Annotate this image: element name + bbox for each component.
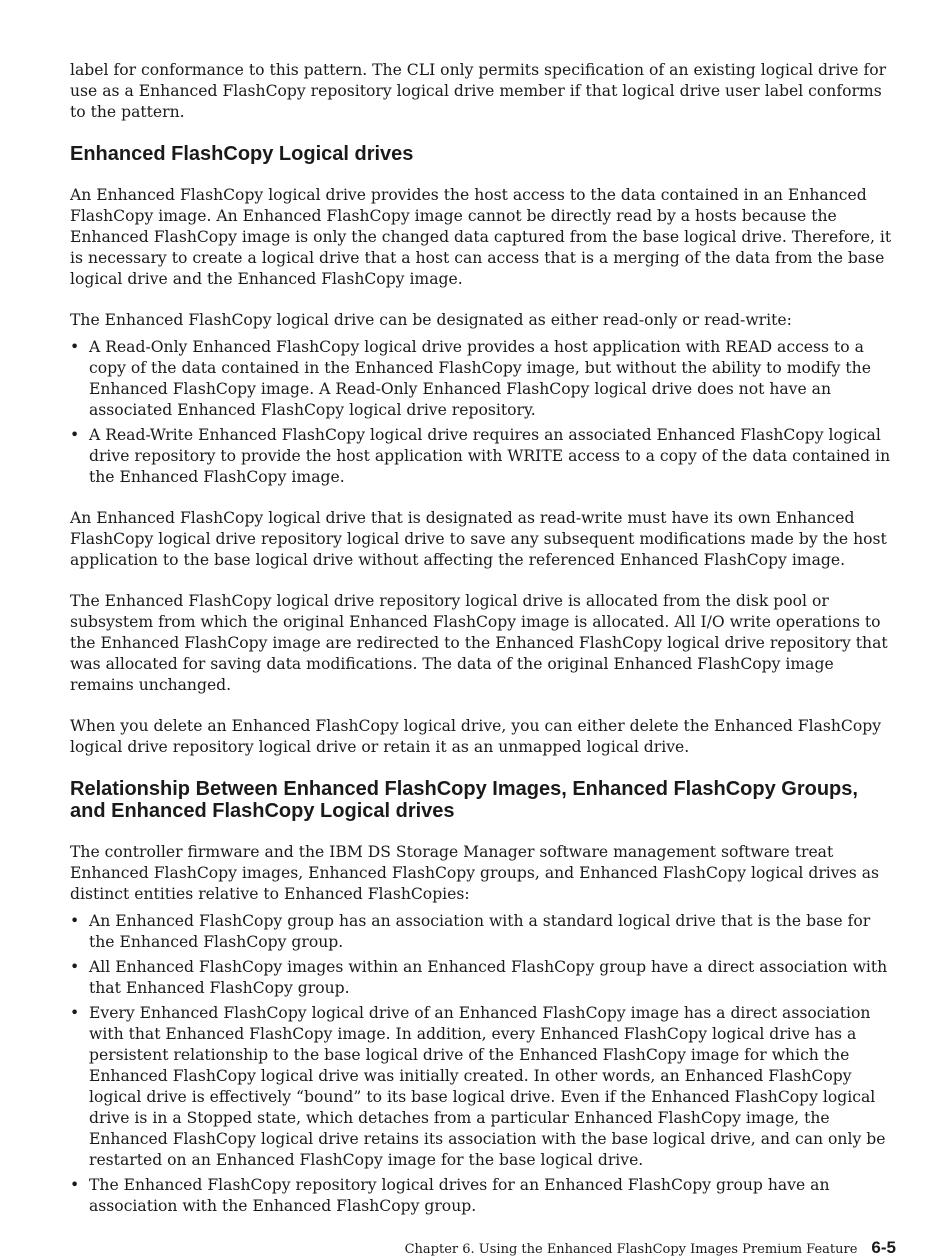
footer-chapter-title: Chapter 6. Using the Enhanced FlashCopy Images Premium Feature (404, 1242, 858, 1257)
page-number: 6-5 (871, 1238, 896, 1257)
list-item: • An Enhanced FlashCopy group has an association with a standard logical drive that is the base for the Enhanced FlashCopy group. (70, 911, 896, 953)
paragraph: The Enhanced FlashCopy logical drive repository logical drive is allocated from the disk pool or subsystem from which the original Enhanced FlashCopy image is allocated. All I/O write operations to the Enhanced FlashCopy image are redirected to the Enhanced FlashCopy logical drive repository that was allocated for saving data modifications. The data of the original Enhanced FlashCopy image remains unchanged. (70, 592, 888, 694)
list-item: • Every Enhanced FlashCopy logical drive of an Enhanced FlashCopy image has a direct association with that Enhanced FlashCopy image. In addition, every Enhanced FlashCopy logical drive has a persistent relationship to the base logical drive of the Enhanced FlashCopy image for which the Enhanced FlashCopy logical drive was initially created. In other words, an Enhanced FlashCopy logical drive is effectively “bound” to its base logical drive. Even if the Enhanced FlashCopy logical drive is in a Stopped state, which detaches from a particular Enhanced FlashCopy image, the Enhanced FlashCopy logical drive retains its association with the base logical drive, and can only be restarted on an Enhanced FlashCopy image for the base logical drive. (70, 1003, 896, 1171)
page-footer (405, 1238, 896, 1258)
list-item: • A Read-Write Enhanced FlashCopy logical drive requires an associated Enhanced FlashCopy logical drive repository to provide the host application with WRITE access to a copy of the data contained in the Enhanced FlashCopy image. (70, 425, 896, 488)
document-page (70, 60, 896, 1237)
paragraph: The controller firmware and the IBM DS Storage Manager software management software treat Enhanced FlashCopy images, Enhanced FlashCopy groups, and Enhanced FlashCopy logical drives as distinct entities relative to Enhanced FlashCopies: (70, 843, 880, 903)
section-heading-relationship: Relationship Between Enhanced FlashCopy Images, Enhanced FlashCopy Groups, and Enhanced FlashCopy Logical drives (70, 778, 858, 822)
paragraph: An Enhanced FlashCopy logical drive that is designated as read-write must have its own Enhanced FlashCopy logical drive repository logical drive to save any subsequent modifications made by the host application to the base logical drive without affecting the referenced Enhanced FlashCopy image. (70, 509, 887, 569)
bullet-list (70, 911, 896, 1217)
paragraph: When you delete an Enhanced FlashCopy logical drive, you can either delete the Enhanced FlashCopy logical drive repository logical drive or retain it as an unmapped logical drive. (70, 717, 882, 756)
intro-paragraph: label for conformance to this pattern. The CLI only permits specification of an existing logical drive for use as a Enhanced FlashCopy repository logical drive member if that logical drive user label conforms to the pattern. (70, 61, 887, 121)
list-item: • The Enhanced FlashCopy repository logical drives for an Enhanced FlashCopy group have an association with the Enhanced FlashCopy group. (70, 1175, 896, 1217)
paragraph: The Enhanced FlashCopy logical drive can be designated as either read-only or read-write: (70, 311, 792, 329)
list-item: • All Enhanced FlashCopy images within an Enhanced FlashCopy group have a direct association with that Enhanced FlashCopy group. (70, 957, 896, 999)
section-heading-logical-drives: Enhanced FlashCopy Logical drives (70, 143, 414, 165)
list-item: • A Read-Only Enhanced FlashCopy logical drive provides a host application with READ access to a copy of the data contained in the Enhanced FlashCopy image, but without the ability to modify the Enhanced FlashCopy image. A Read-Only Enhanced FlashCopy logical drive does not have an associated Enhanced FlashCopy logical drive repository. (70, 337, 896, 421)
paragraph: An Enhanced FlashCopy logical drive provides the host access to the data contained in an Enhanced FlashCopy image. An Enhanced FlashCopy image cannot be directly read by a hosts because the Enhanced FlashCopy image is only the changed data captured from the base logical drive. Therefore, it is necessary to create a logical drive that a host can access that is a merging of the data from the base logical drive and the Enhanced FlashCopy image. (70, 186, 892, 288)
bullet-list (70, 337, 896, 488)
